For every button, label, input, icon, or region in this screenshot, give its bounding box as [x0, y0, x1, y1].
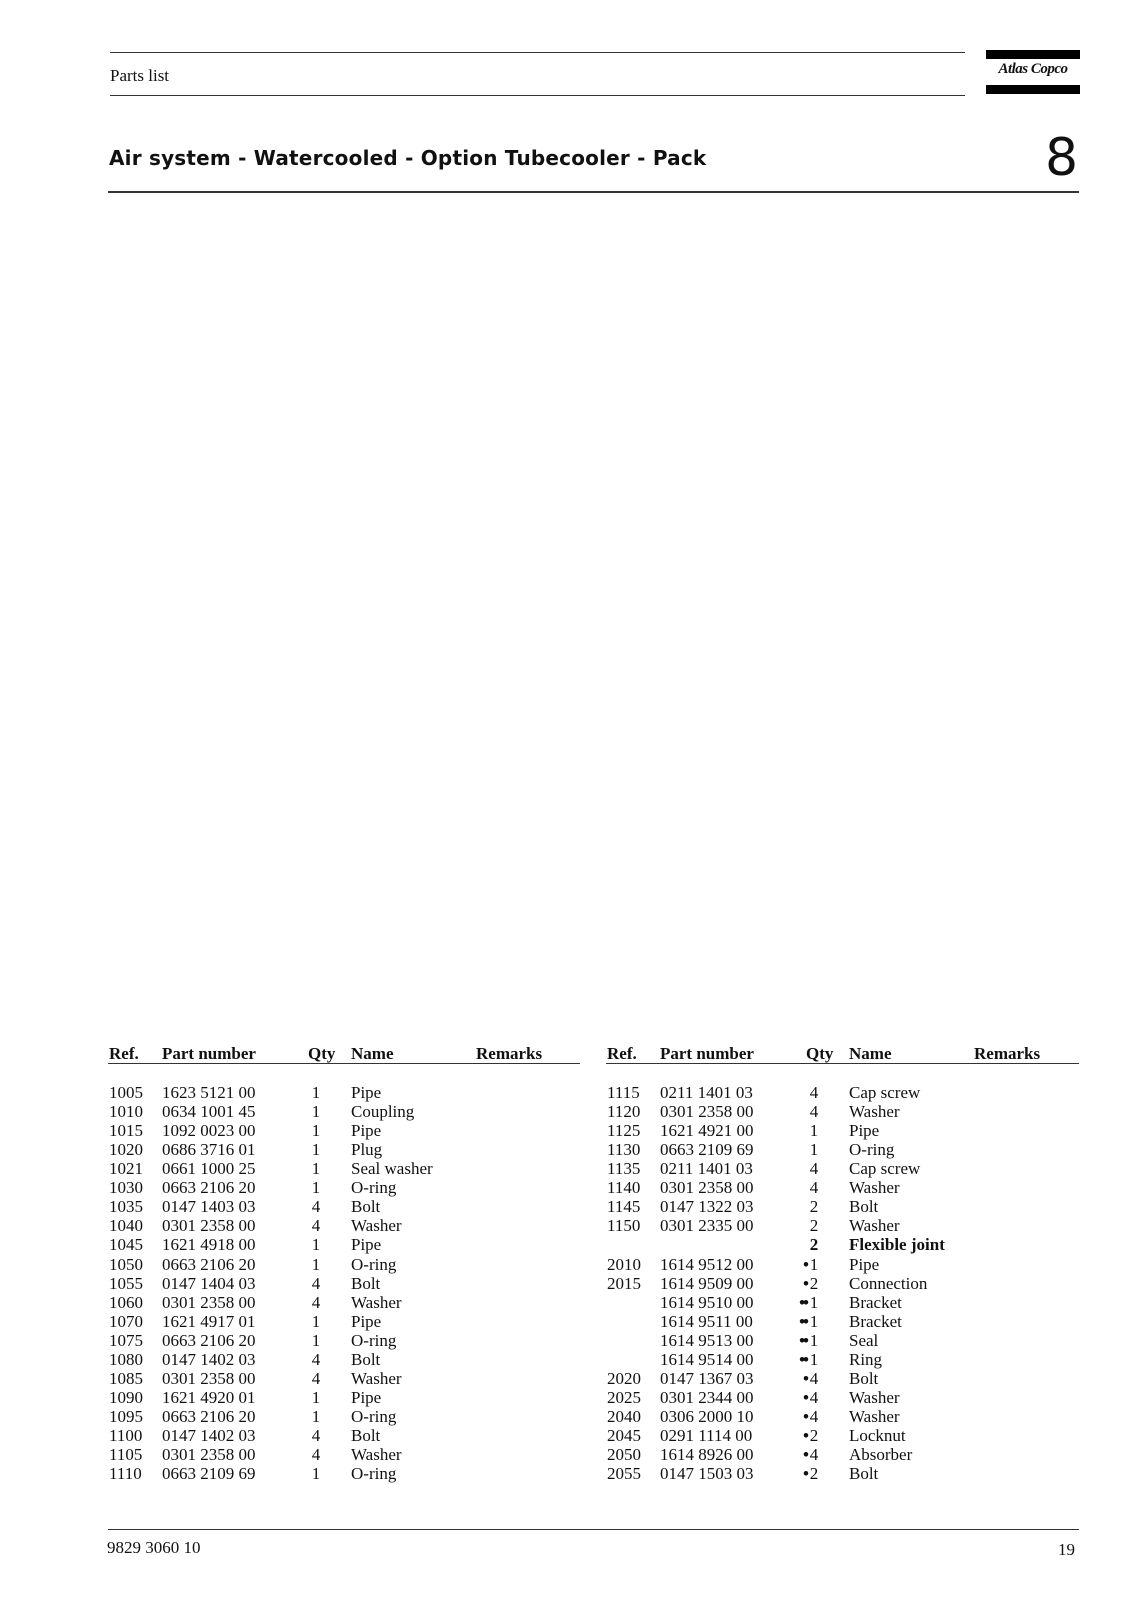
right-table-row [0, 1102, 1131, 1121]
qty-cell: 4 [311, 1349, 321, 1369]
header-top-rule [110, 52, 965, 53]
ref-cell: 1120 [607, 1102, 641, 1121]
part-number-cell: 0663 2106 20 [162, 1406, 256, 1426]
right-table-row [0, 1407, 1131, 1426]
qty-cell: 4 [311, 1273, 321, 1293]
ref-cell: 2015 [607, 1273, 641, 1293]
right-header-remarks: Remarks [974, 1044, 1041, 1063]
qty-cell: 1 [311, 1102, 321, 1121]
ref-cell: 1035 [109, 1197, 143, 1217]
logo-bottom-bar [986, 85, 1080, 94]
part-number-cell: 0634 1001 45 [162, 1102, 256, 1121]
qty-cell: 1 [311, 1311, 321, 1331]
qty-cell: 4 [311, 1292, 321, 1312]
ref-cell: 1045 [109, 1235, 143, 1255]
part-number-cell: 1614 9514 00 [660, 1349, 754, 1369]
qty-cell: 4 [311, 1445, 321, 1464]
bullet-marker: •• [799, 1330, 807, 1350]
ref-cell: 1085 [109, 1368, 143, 1388]
name-cell: Pipe [849, 1121, 880, 1141]
ref-cell: 1040 [109, 1216, 143, 1236]
qty-cell: 1 [809, 1349, 819, 1369]
qty-cell: 1 [809, 1121, 819, 1141]
name-cell: Bolt [849, 1368, 879, 1388]
ref-cell: 1055 [109, 1273, 143, 1293]
qty-cell: 4 [809, 1102, 819, 1121]
qty-cell: 4 [809, 1387, 819, 1407]
name-cell: Washer [849, 1406, 900, 1426]
qty-cell: 1 [311, 1254, 321, 1274]
name-cell: Seal [849, 1330, 879, 1350]
qty-cell: 4 [311, 1368, 321, 1388]
part-number-cell: 1614 8926 00 [660, 1445, 754, 1464]
qty-cell: 4 [809, 1445, 819, 1464]
right-table-row [0, 1159, 1131, 1178]
ref-cell: 1030 [109, 1178, 143, 1198]
bullet-marker: •• [799, 1292, 807, 1312]
right-table-row [0, 1216, 1131, 1235]
qty-cell: 1 [809, 1140, 819, 1160]
right-table-row [0, 1312, 1131, 1331]
name-cell: Coupling [351, 1102, 415, 1121]
bullet-marker: •• [799, 1349, 807, 1369]
name-cell: Washer [351, 1216, 402, 1236]
part-number-cell: 0291 1114 00 [660, 1425, 753, 1445]
bullet-marker: • [803, 1368, 807, 1388]
right-header-rule [606, 1063, 1079, 1064]
part-number-cell: 1614 9513 00 [660, 1330, 754, 1350]
ref-cell: 2025 [607, 1387, 641, 1407]
right-header-qty: Qty [806, 1044, 834, 1063]
right-table-row [0, 1178, 1131, 1197]
right-table-row [0, 1388, 1131, 1407]
ref-cell: 1080 [109, 1349, 143, 1369]
ref-cell: 1050 [109, 1254, 143, 1274]
name-cell: Connection [849, 1273, 928, 1293]
part-number-cell: 0147 1402 03 [162, 1425, 256, 1445]
name-cell: Washer [849, 1102, 900, 1121]
ref-cell: 1130 [607, 1140, 641, 1160]
ref-cell: 2040 [607, 1406, 641, 1426]
qty-cell: 2 [809, 1197, 819, 1217]
part-number-cell: 1621 4920 01 [162, 1387, 256, 1407]
part-number-cell: 0211 1401 03 [660, 1083, 753, 1102]
name-cell: Cap screw [849, 1159, 921, 1179]
qty-cell: 4 [809, 1083, 819, 1102]
qty-cell: 4 [311, 1425, 321, 1445]
right-table-row [0, 1350, 1131, 1369]
right-table-row [0, 1255, 1131, 1274]
part-number-cell: 0663 2106 20 [162, 1330, 256, 1350]
right-header-ref: Ref. [607, 1044, 637, 1063]
part-number-cell: 1614 9512 00 [660, 1254, 754, 1274]
part-number-cell: 0301 2344 00 [660, 1387, 754, 1407]
header-label: Parts list [110, 66, 170, 85]
part-number-cell: 0147 1367 03 [660, 1368, 754, 1388]
qty-cell: 1 [311, 1083, 321, 1102]
ref-cell: 1140 [607, 1178, 641, 1198]
right-table-row [0, 1293, 1131, 1312]
part-number-cell: 0663 2109 69 [162, 1464, 256, 1483]
name-cell: Seal washer [351, 1159, 433, 1179]
ref-cell: 1005 [109, 1083, 143, 1102]
logo-text: Atlas Copco [998, 61, 1068, 77]
name-cell: Washer [351, 1292, 402, 1312]
ref-cell: 1090 [109, 1387, 143, 1407]
ref-cell: 1075 [109, 1330, 143, 1350]
right-header-part-number: Part number [660, 1044, 754, 1063]
part-number-cell: 0301 2358 00 [162, 1292, 256, 1312]
bullet-marker: • [803, 1406, 807, 1426]
ref-cell: 2045 [607, 1425, 641, 1445]
ref-cell: 1150 [607, 1216, 641, 1236]
ref-cell: 2055 [607, 1464, 641, 1483]
name-cell: Pipe [351, 1235, 382, 1255]
left-header-name: Name [351, 1044, 394, 1063]
name-cell: Flexible joint [849, 1235, 945, 1255]
part-number-cell: 0147 1404 03 [162, 1273, 256, 1293]
left-header-qty: Qty [308, 1044, 336, 1063]
right-table-row [0, 1140, 1131, 1159]
part-number-cell: 0211 1401 03 [660, 1159, 753, 1179]
right-table-row [0, 1331, 1131, 1350]
part-number-cell: 0686 3716 01 [162, 1140, 256, 1160]
name-cell: O-ring [351, 1406, 397, 1426]
right-table-row [0, 1464, 1131, 1483]
qty-cell: 1 [809, 1292, 819, 1312]
qty-cell: 1 [809, 1330, 819, 1350]
part-number-cell: 0147 1403 03 [162, 1197, 256, 1217]
ref-cell: 1010 [109, 1102, 143, 1121]
footer-doc-number: 9829 3060 10 [107, 1538, 201, 1557]
part-number-cell: 0663 2106 20 [162, 1178, 256, 1198]
qty-cell: 1 [311, 1178, 321, 1198]
left-header-rule [108, 1063, 580, 1064]
page-title: Air system - Watercooled - Option Tubecooler - Pack [109, 146, 707, 170]
ref-cell: 1145 [607, 1197, 641, 1217]
name-cell: Pipe [351, 1311, 382, 1331]
right-header-name: Name [849, 1044, 892, 1063]
name-cell: Bolt [351, 1425, 381, 1445]
part-number-cell: 1614 9510 00 [660, 1292, 754, 1312]
bullet-marker: • [803, 1254, 807, 1274]
name-cell: Bracket [849, 1311, 902, 1331]
ref-cell: 1110 [109, 1464, 142, 1483]
part-number-cell: 1621 4918 00 [162, 1235, 256, 1255]
qty-cell: 1 [311, 1140, 321, 1160]
part-number-cell: 0301 2358 00 [660, 1102, 754, 1121]
part-number-cell: 0147 1503 03 [660, 1464, 754, 1483]
qty-cell: 1 [809, 1311, 819, 1331]
name-cell: Bolt [351, 1273, 381, 1293]
name-cell: Washer [849, 1387, 900, 1407]
part-number-cell: 0301 2358 00 [162, 1216, 256, 1236]
header-bottom-rule [110, 95, 965, 96]
qty-cell: 4 [809, 1368, 819, 1388]
right-table-row [0, 1426, 1131, 1445]
name-cell: Bolt [351, 1197, 381, 1217]
atlas-copco-logo [986, 50, 1080, 94]
ref-cell: 1100 [109, 1425, 143, 1445]
right-table-row [0, 1083, 1131, 1102]
bullet-marker: • [803, 1425, 807, 1445]
footer-page-number: 19 [1058, 1540, 1075, 1559]
bullet-marker: • [803, 1273, 807, 1293]
name-cell: O-ring [849, 1140, 895, 1160]
qty-cell: 2 [809, 1464, 819, 1483]
part-number-cell: 1092 0023 00 [162, 1121, 256, 1141]
bullet-marker: • [803, 1445, 807, 1464]
name-cell: Absorber [849, 1445, 913, 1464]
qty-cell: 1 [311, 1406, 321, 1426]
qty-cell: 1 [311, 1235, 321, 1255]
name-cell: Cap screw [849, 1083, 921, 1102]
part-number-cell: 1614 9509 00 [660, 1273, 754, 1293]
right-table-row [0, 1121, 1131, 1140]
name-cell: O-ring [351, 1178, 397, 1198]
part-number-cell: 0147 1402 03 [162, 1349, 256, 1369]
part-number-cell: 0661 1000 25 [162, 1159, 256, 1179]
qty-cell: 4 [311, 1197, 321, 1217]
name-cell: Bolt [849, 1464, 879, 1483]
name-cell: Pipe [351, 1387, 382, 1407]
name-cell: O-ring [351, 1254, 397, 1274]
ref-cell: 2020 [607, 1368, 641, 1388]
part-number-cell: 0147 1322 03 [660, 1197, 754, 1217]
ref-cell: 1095 [109, 1406, 143, 1426]
ref-cell: 1125 [607, 1121, 641, 1141]
qty-cell: 1 [809, 1254, 819, 1274]
name-cell: Locknut [849, 1425, 906, 1445]
ref-cell: 1020 [109, 1140, 143, 1160]
right-table-row [0, 1235, 1131, 1254]
qty-cell: 1 [311, 1121, 321, 1141]
right-table-row [0, 1369, 1131, 1388]
right-table-row [0, 1197, 1131, 1216]
part-number-cell: 1623 5121 00 [162, 1083, 256, 1102]
bullet-marker: • [803, 1464, 807, 1483]
qty-cell: 1 [311, 1387, 321, 1407]
qty-cell: 4 [311, 1216, 321, 1236]
logo-top-bar [986, 50, 1080, 59]
qty-cell: 2 [809, 1235, 819, 1255]
qty-cell: 4 [809, 1178, 819, 1198]
part-number-cell: 0663 2109 69 [660, 1140, 754, 1160]
name-cell: Plug [351, 1140, 383, 1160]
bullet-marker: • [803, 1387, 807, 1407]
right-table-row [0, 1445, 1131, 1464]
name-cell: Pipe [849, 1254, 880, 1274]
ref-cell: 1115 [607, 1083, 640, 1102]
part-number-cell: 0301 2358 00 [162, 1368, 256, 1388]
ref-cell: 1015 [109, 1121, 143, 1141]
name-cell: O-ring [351, 1330, 397, 1350]
ref-cell: 1070 [109, 1311, 143, 1331]
part-number-cell: 1621 4921 00 [660, 1121, 754, 1141]
right-table-row [0, 1274, 1131, 1293]
part-number-cell: 0306 2000 10 [660, 1406, 754, 1426]
name-cell: Pipe [351, 1121, 382, 1141]
qty-cell: 1 [311, 1330, 321, 1350]
name-cell: Pipe [351, 1083, 382, 1102]
ref-cell: 2010 [607, 1254, 641, 1274]
name-cell: Washer [849, 1216, 900, 1236]
ref-cell: 1135 [607, 1159, 641, 1179]
ref-cell: 2050 [607, 1445, 641, 1464]
qty-cell: 1 [311, 1464, 321, 1483]
part-number-cell: 1614 9511 00 [660, 1311, 753, 1331]
title-rule [108, 191, 1079, 193]
name-cell: Bolt [849, 1197, 879, 1217]
name-cell: Bracket [849, 1292, 902, 1312]
part-number-cell: 1621 4917 01 [162, 1311, 256, 1331]
left-header-ref: Ref. [109, 1044, 139, 1063]
name-cell: Ring [849, 1349, 883, 1369]
left-header-part-number: Part number [162, 1044, 256, 1063]
part-number-cell: 0663 2106 20 [162, 1254, 256, 1274]
name-cell: Bolt [351, 1349, 381, 1369]
qty-cell: 4 [809, 1406, 819, 1426]
name-cell: Washer [849, 1178, 900, 1198]
name-cell: Washer [351, 1368, 402, 1388]
ref-cell: 1060 [109, 1292, 143, 1312]
qty-cell: 4 [809, 1159, 819, 1179]
qty-cell: 2 [809, 1273, 819, 1293]
ref-cell: 1105 [109, 1445, 143, 1464]
qty-cell: 2 [809, 1425, 819, 1445]
qty-cell: 1 [311, 1159, 321, 1179]
name-cell: Washer [351, 1445, 402, 1464]
part-number-cell: 0301 2358 00 [660, 1178, 754, 1198]
section-number: 8 [1045, 128, 1079, 188]
qty-cell: 2 [809, 1216, 819, 1236]
part-number-cell: 0301 2358 00 [162, 1445, 256, 1464]
footer-rule [108, 1529, 1079, 1530]
name-cell: O-ring [351, 1464, 397, 1483]
bullet-marker: •• [799, 1311, 807, 1331]
left-header-remarks: Remarks [476, 1044, 543, 1063]
ref-cell: 1021 [109, 1159, 143, 1179]
part-number-cell: 0301 2335 00 [660, 1216, 754, 1236]
